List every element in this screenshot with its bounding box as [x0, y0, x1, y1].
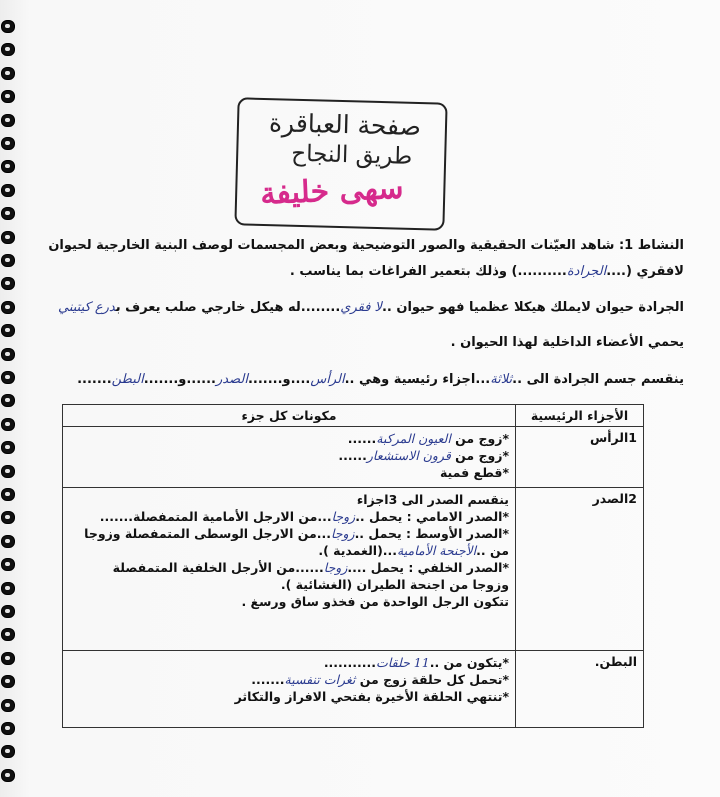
- answer-head: الرأس: [310, 372, 345, 387]
- table-row: [63, 651, 644, 728]
- activity-suffix: ..........) وذلك بتعمير الفراغات بما يناسب .: [289, 264, 567, 279]
- component-line: [69, 525, 509, 542]
- handwritten-answer: الأجنحة الأمامية: [397, 543, 477, 558]
- table-header-row: [63, 405, 644, 427]
- spiral-ring: [1, 465, 15, 478]
- header-components: مكونات كل جزء: [63, 405, 516, 427]
- body-parts-table: [62, 404, 644, 728]
- spiral-ring: [1, 394, 15, 407]
- paragraph-skeleton: [58, 300, 684, 315]
- para3-text-3: ....و.......: [247, 372, 311, 387]
- component-tail: ......: [347, 431, 377, 446]
- component-tail: ......: [338, 448, 367, 463]
- component-text: *الصدر الأوسط : يحمل ..: [354, 526, 509, 541]
- spiral-ring: [1, 441, 15, 454]
- activity-line-2: [290, 264, 684, 279]
- component-line: [69, 671, 509, 688]
- answer-three: ثلاثة: [490, 372, 513, 387]
- component-line: [69, 593, 509, 610]
- spiral-ring: [1, 90, 15, 103]
- para3-text-4: ......و.......: [143, 372, 216, 387]
- component-line: [69, 464, 509, 481]
- spiral-ring: [1, 745, 15, 758]
- stamp-line-1: صفحة العباقرة: [268, 108, 422, 142]
- part-name-cell: البطن.: [516, 651, 644, 728]
- component-line: [69, 559, 509, 576]
- activity-prefix: لافقري (....: [606, 264, 684, 279]
- spiral-ring: [1, 160, 15, 173]
- spiral-ring: [1, 605, 15, 618]
- component-tail: ...من الارجل الأمامية المتمفصلة.......: [99, 509, 332, 524]
- spiral-ring: [1, 558, 15, 571]
- spiral-ring: [1, 43, 15, 56]
- spiral-ring: [1, 418, 15, 431]
- part-name-cell: 2الصدر: [516, 488, 644, 651]
- handwritten-answer: العيون المركبة: [376, 431, 451, 446]
- header-parts: الأجزاء الرئيسية: [516, 405, 644, 427]
- component-tail: ......من الأرجل الخلفية المتمفصلة: [112, 560, 324, 575]
- para3-text-2: ...اجزاء رئيسية وهي ..: [344, 372, 491, 387]
- components-cell: [63, 488, 516, 651]
- component-text: *زوج من: [450, 431, 509, 446]
- stamp-signature: سهى خليفة: [259, 170, 404, 212]
- para1-text-1: الجرادة حيوان لايملك هيكلا عظميا فهو حيوان ..: [381, 300, 684, 315]
- handwritten-answer: 11 حلقات: [376, 655, 430, 670]
- answer-locust: الجرادة: [566, 264, 607, 279]
- spiral-ring: [1, 324, 15, 337]
- component-text: *تنتهي الحلقة الأخيرة بفتحي الافراز والتكاثر: [234, 689, 509, 704]
- component-text: *قطع فمية: [439, 465, 509, 480]
- component-text: *يتكون من ..: [429, 655, 509, 670]
- component-tail: ...(الغمدية ).: [318, 543, 398, 558]
- answer-abdomen: البطن: [111, 372, 144, 387]
- component-text: وزوجا من اجنحة الطيران (الغشائية ).: [280, 577, 509, 592]
- component-line: [69, 508, 509, 525]
- table-row: [63, 427, 644, 488]
- spiral-ring: [1, 67, 15, 80]
- component-line: [69, 654, 509, 671]
- component-line: [69, 430, 509, 447]
- spiral-ring: [1, 535, 15, 548]
- component-line: [69, 688, 509, 705]
- component-line: [69, 447, 509, 464]
- spiral-ring: [1, 675, 15, 688]
- components-cell: [63, 427, 516, 488]
- stamp-line-2: طريق النجاح: [290, 140, 413, 170]
- paragraph-body-parts: [77, 372, 684, 387]
- activity-line-1: النشاط 1: شاهد العيّنات الحقيقية والصور التوضيحية وبعض المجسمات لوصف البنية الخارجية لحيوان: [48, 238, 684, 253]
- table-row: [63, 488, 644, 651]
- component-text: من ..: [476, 543, 509, 558]
- spiral-ring: [1, 699, 15, 712]
- para3-text-5: .......: [77, 372, 112, 387]
- spiral-ring: [1, 114, 15, 127]
- spiral-ring: [1, 769, 15, 782]
- spiral-ring: [1, 371, 15, 384]
- handwritten-answer: زوجا: [330, 526, 355, 541]
- component-text: ينقسم الصدر الى 3اجزاء: [356, 492, 509, 507]
- para1-text-2: ........له هيكل خارجي صلب يعرف ب: [115, 300, 341, 315]
- component-text: تتكون الرجل الواحدة من فخذو ساق ورسغ .: [241, 594, 509, 609]
- spiral-ring: [1, 231, 15, 244]
- component-tail: ...........: [323, 655, 377, 670]
- answer-chitin: درع كيتيني: [57, 300, 116, 315]
- component-line: [69, 576, 509, 593]
- component-line: [69, 542, 509, 559]
- component-text: *الصدر الامامي : يحمل ..: [355, 509, 509, 524]
- handwritten-answer: ثغرات تنفسية: [284, 672, 356, 687]
- spiral-binding: [0, 20, 16, 790]
- component-text: *زوج من: [450, 448, 509, 463]
- component-text: *تحمل كل حلقة زوج من: [355, 672, 509, 687]
- spiral-ring: [1, 207, 15, 220]
- component-tail: ...من الارجل الوسطى المتمفصلة وزوجا: [84, 526, 331, 541]
- spiral-ring: [1, 628, 15, 641]
- spiral-ring: [1, 348, 15, 361]
- title-stamp: [234, 97, 447, 230]
- handwritten-answer: قرون الاستشعار: [366, 448, 451, 463]
- spiral-ring: [1, 137, 15, 150]
- spiral-ring: [1, 254, 15, 267]
- component-line: [69, 491, 509, 508]
- spiral-ring: [1, 652, 15, 665]
- spiral-ring: [1, 20, 15, 33]
- spiral-ring: [1, 582, 15, 595]
- answer-thorax: الصدر: [215, 372, 248, 387]
- component-tail: .......: [251, 672, 285, 687]
- components-cell: [63, 651, 516, 728]
- para3-text-1: ينقسم جسم الجرادة الى ..: [512, 372, 684, 387]
- part-name-cell: 1الرأس: [516, 427, 644, 488]
- component-text: *الصدر الخلفي : يحمل ....: [347, 560, 509, 575]
- spiral-ring: [1, 184, 15, 197]
- handwritten-answer: زوجا: [323, 560, 348, 575]
- answer-invertebrate: لا فقري: [340, 300, 382, 315]
- spiral-ring: [1, 301, 15, 314]
- spiral-ring: [1, 722, 15, 735]
- paragraph-protection: يحمي الأعضاء الداخلية لهذا الحيوان .: [450, 335, 684, 350]
- spiral-ring: [1, 488, 15, 501]
- spiral-ring: [1, 277, 15, 290]
- spiral-ring: [1, 511, 15, 524]
- handwritten-answer: زوجا: [331, 509, 356, 524]
